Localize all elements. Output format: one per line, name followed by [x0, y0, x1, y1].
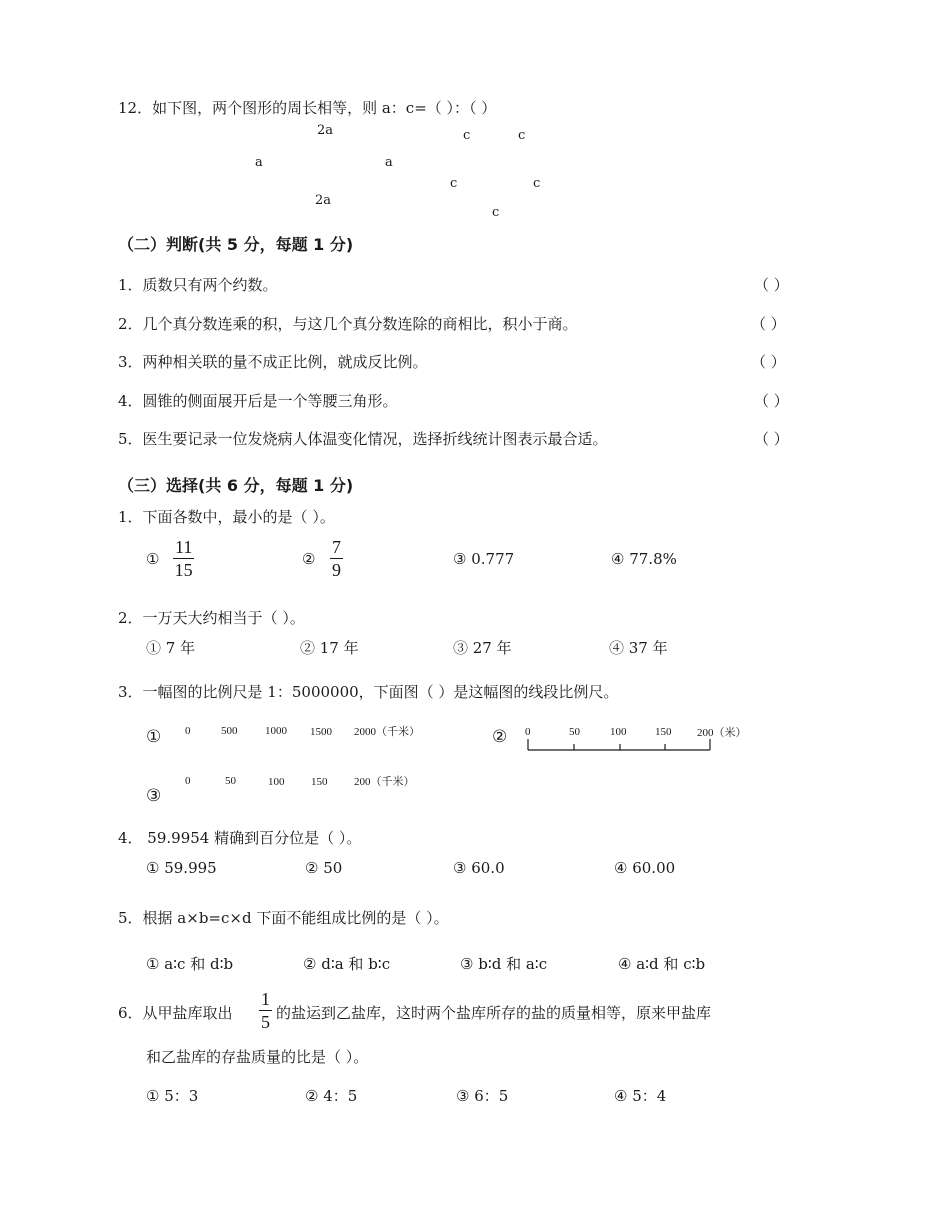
scale-tick-label: 500 — [221, 725, 238, 737]
choice-q4-option-3[interactable]: ③ 60.0 — [453, 859, 505, 877]
figure-label-a-right: a — [385, 155, 393, 170]
choice-q5-stem: 5．根据 a×b=c×d 下面不能组成比例的是（ ）。 — [118, 909, 449, 927]
choice-q5-option-1[interactable]: ① a∶c 和 d∶b — [146, 955, 234, 973]
scale-tick-label: 0 — [185, 775, 191, 787]
judge-item-2: 2．几个真分数连乘的积，与这几个真分数连除的商相比，积小于商。 — [118, 315, 578, 333]
scale-tick-label: 1500 — [310, 726, 332, 738]
choice-q3-option-2-mark[interactable]: ② — [492, 727, 508, 747]
judge-item-5: 5．医生要记录一位发烧病人体温变化情况，选择折线统计图表示最合适。 — [118, 430, 608, 448]
choice-q6-stem-line2: 和乙盐库的存盐质量的比是（ ）。 — [146, 1048, 369, 1066]
judge-item-3: 3．两种相关联的量不成正比例，就成反比例。 — [118, 353, 428, 371]
scale-tick-label: 1000 — [265, 725, 287, 737]
choice-q6-stem-start: 6．从甲盐库取出 — [118, 1004, 233, 1022]
choice-q1-stem: 1．下面各数中，最小的是（ ）。 — [118, 508, 335, 526]
scale-tick-label: 150 — [311, 776, 328, 788]
answer-blank[interactable]: （ ） — [754, 392, 789, 410]
choice-q3-option-1-mark[interactable]: ① — [146, 727, 162, 747]
section-judge-heading: （二）判断(共 5 分，每题 1 分) — [118, 235, 354, 254]
scale-tick-label: 50 — [569, 726, 580, 738]
answer-blank[interactable]: （ ） — [754, 430, 789, 448]
answer-blank[interactable]: （ ） — [751, 353, 786, 371]
choice-q4-option-4[interactable]: ④ 60.00 — [614, 859, 676, 877]
figure-label-c: c — [492, 205, 500, 220]
choice-q6-option-4[interactable]: ④ 5：4 — [614, 1087, 667, 1105]
scale-tick-label: 100 — [268, 776, 285, 788]
choice-q6-option-2[interactable]: ② 4：5 — [305, 1087, 358, 1105]
scale-tick-label: 200（米） — [697, 727, 747, 739]
figure-label-2a-bottom: 2a — [315, 193, 332, 208]
choice-q5-option-2[interactable]: ② d∶a 和 b∶c — [303, 955, 391, 973]
figure-label-c: c — [518, 128, 526, 143]
choice-q6-option-1[interactable]: ① 5：3 — [146, 1087, 199, 1105]
choice-q5-option-3[interactable]: ③ b∶d 和 a∶c — [460, 955, 548, 973]
figure-label-c: c — [463, 128, 471, 143]
scale-tick-label: 200（千米） — [354, 776, 415, 788]
choice-q4-option-2[interactable]: ② 50 — [305, 859, 343, 877]
fraction-numerator: 11 — [175, 537, 193, 557]
q12-prompt: 12．如下图，两个图形的周长相等，则 a：c=（ ）：（ ） — [118, 99, 497, 117]
fraction-numerator: 1 — [261, 989, 270, 1009]
figure-label-2a-top: 2a — [317, 123, 334, 138]
answer-blank[interactable]: （ ） — [754, 276, 789, 294]
figure-label-c: c — [450, 176, 458, 191]
choice-q6-fraction — [259, 990, 272, 1031]
choice-q2-stem: 2．一万天大约相当于（ ）。 — [118, 609, 305, 627]
answer-blank[interactable]: （ ） — [751, 315, 786, 333]
choice-q2-option-3[interactable]: ③ 27 年 — [453, 639, 512, 657]
judge-item-1: 1．质数只有两个约数。 — [118, 276, 278, 294]
choice-q4-option-1[interactable]: ① 59.995 — [146, 859, 217, 877]
choice-q5-option-4[interactable]: ④ a∶d 和 c∶b — [618, 955, 706, 973]
section-choice-heading: （三）选择(共 6 分，每题 1 分) — [118, 476, 354, 495]
scale-tick-label: 100 — [610, 726, 627, 738]
fraction-denominator: 9 — [332, 560, 341, 580]
choice-q2-option-1[interactable]: ① 7 年 — [146, 639, 196, 657]
scale-tick-label: 150 — [655, 726, 672, 738]
figure-label-a-left: a — [255, 155, 263, 170]
choice-q1-option-4[interactable]: ④ 77.8% — [611, 550, 677, 568]
scale-tick-label: 50 — [225, 775, 236, 787]
choice-q1-option-3[interactable]: ③ 0.777 — [453, 550, 515, 568]
choice-q1-option-1-fraction[interactable] — [173, 538, 194, 579]
choice-q1-option-2-mark[interactable]: ② — [302, 550, 316, 568]
choice-q4-stem: 4． 59.9954 精确到百分位是（ ）。 — [118, 829, 362, 847]
choice-q2-option-2[interactable]: ② 17 年 — [300, 639, 359, 657]
scale-tick-label: 0 — [185, 725, 191, 737]
choice-q6-stem-end: 的盐运到乙盐库，这时两个盐库所存的盐的质量相等，原来甲盐库 — [276, 1004, 712, 1022]
scale-tick-label: 2000（千米） — [354, 726, 420, 738]
fraction-numerator: 7 — [332, 537, 341, 557]
judge-item-4: 4．圆锥的侧面展开后是一个等腰三角形。 — [118, 392, 398, 410]
choice-q6-option-3[interactable]: ③ 6：5 — [456, 1087, 509, 1105]
choice-q1-option-2-fraction[interactable] — [330, 538, 343, 579]
choice-q2-option-4[interactable]: ④ 37 年 — [609, 639, 668, 657]
fraction-denominator: 15 — [174, 560, 193, 580]
scale-tick-label: 0 — [525, 726, 531, 738]
choice-q3-stem: 3．一幅图的比例尺是 1：5000000，下面图（ ）是这幅图的线段比例尺。 — [118, 683, 619, 701]
choice-q3-option-3-mark[interactable]: ③ — [146, 786, 162, 806]
choice-q1-option-1-mark[interactable]: ① — [146, 550, 160, 568]
figure-label-c: c — [533, 176, 541, 191]
fraction-denominator: 5 — [261, 1012, 270, 1032]
scale-bar-option-2 — [524, 738, 714, 754]
